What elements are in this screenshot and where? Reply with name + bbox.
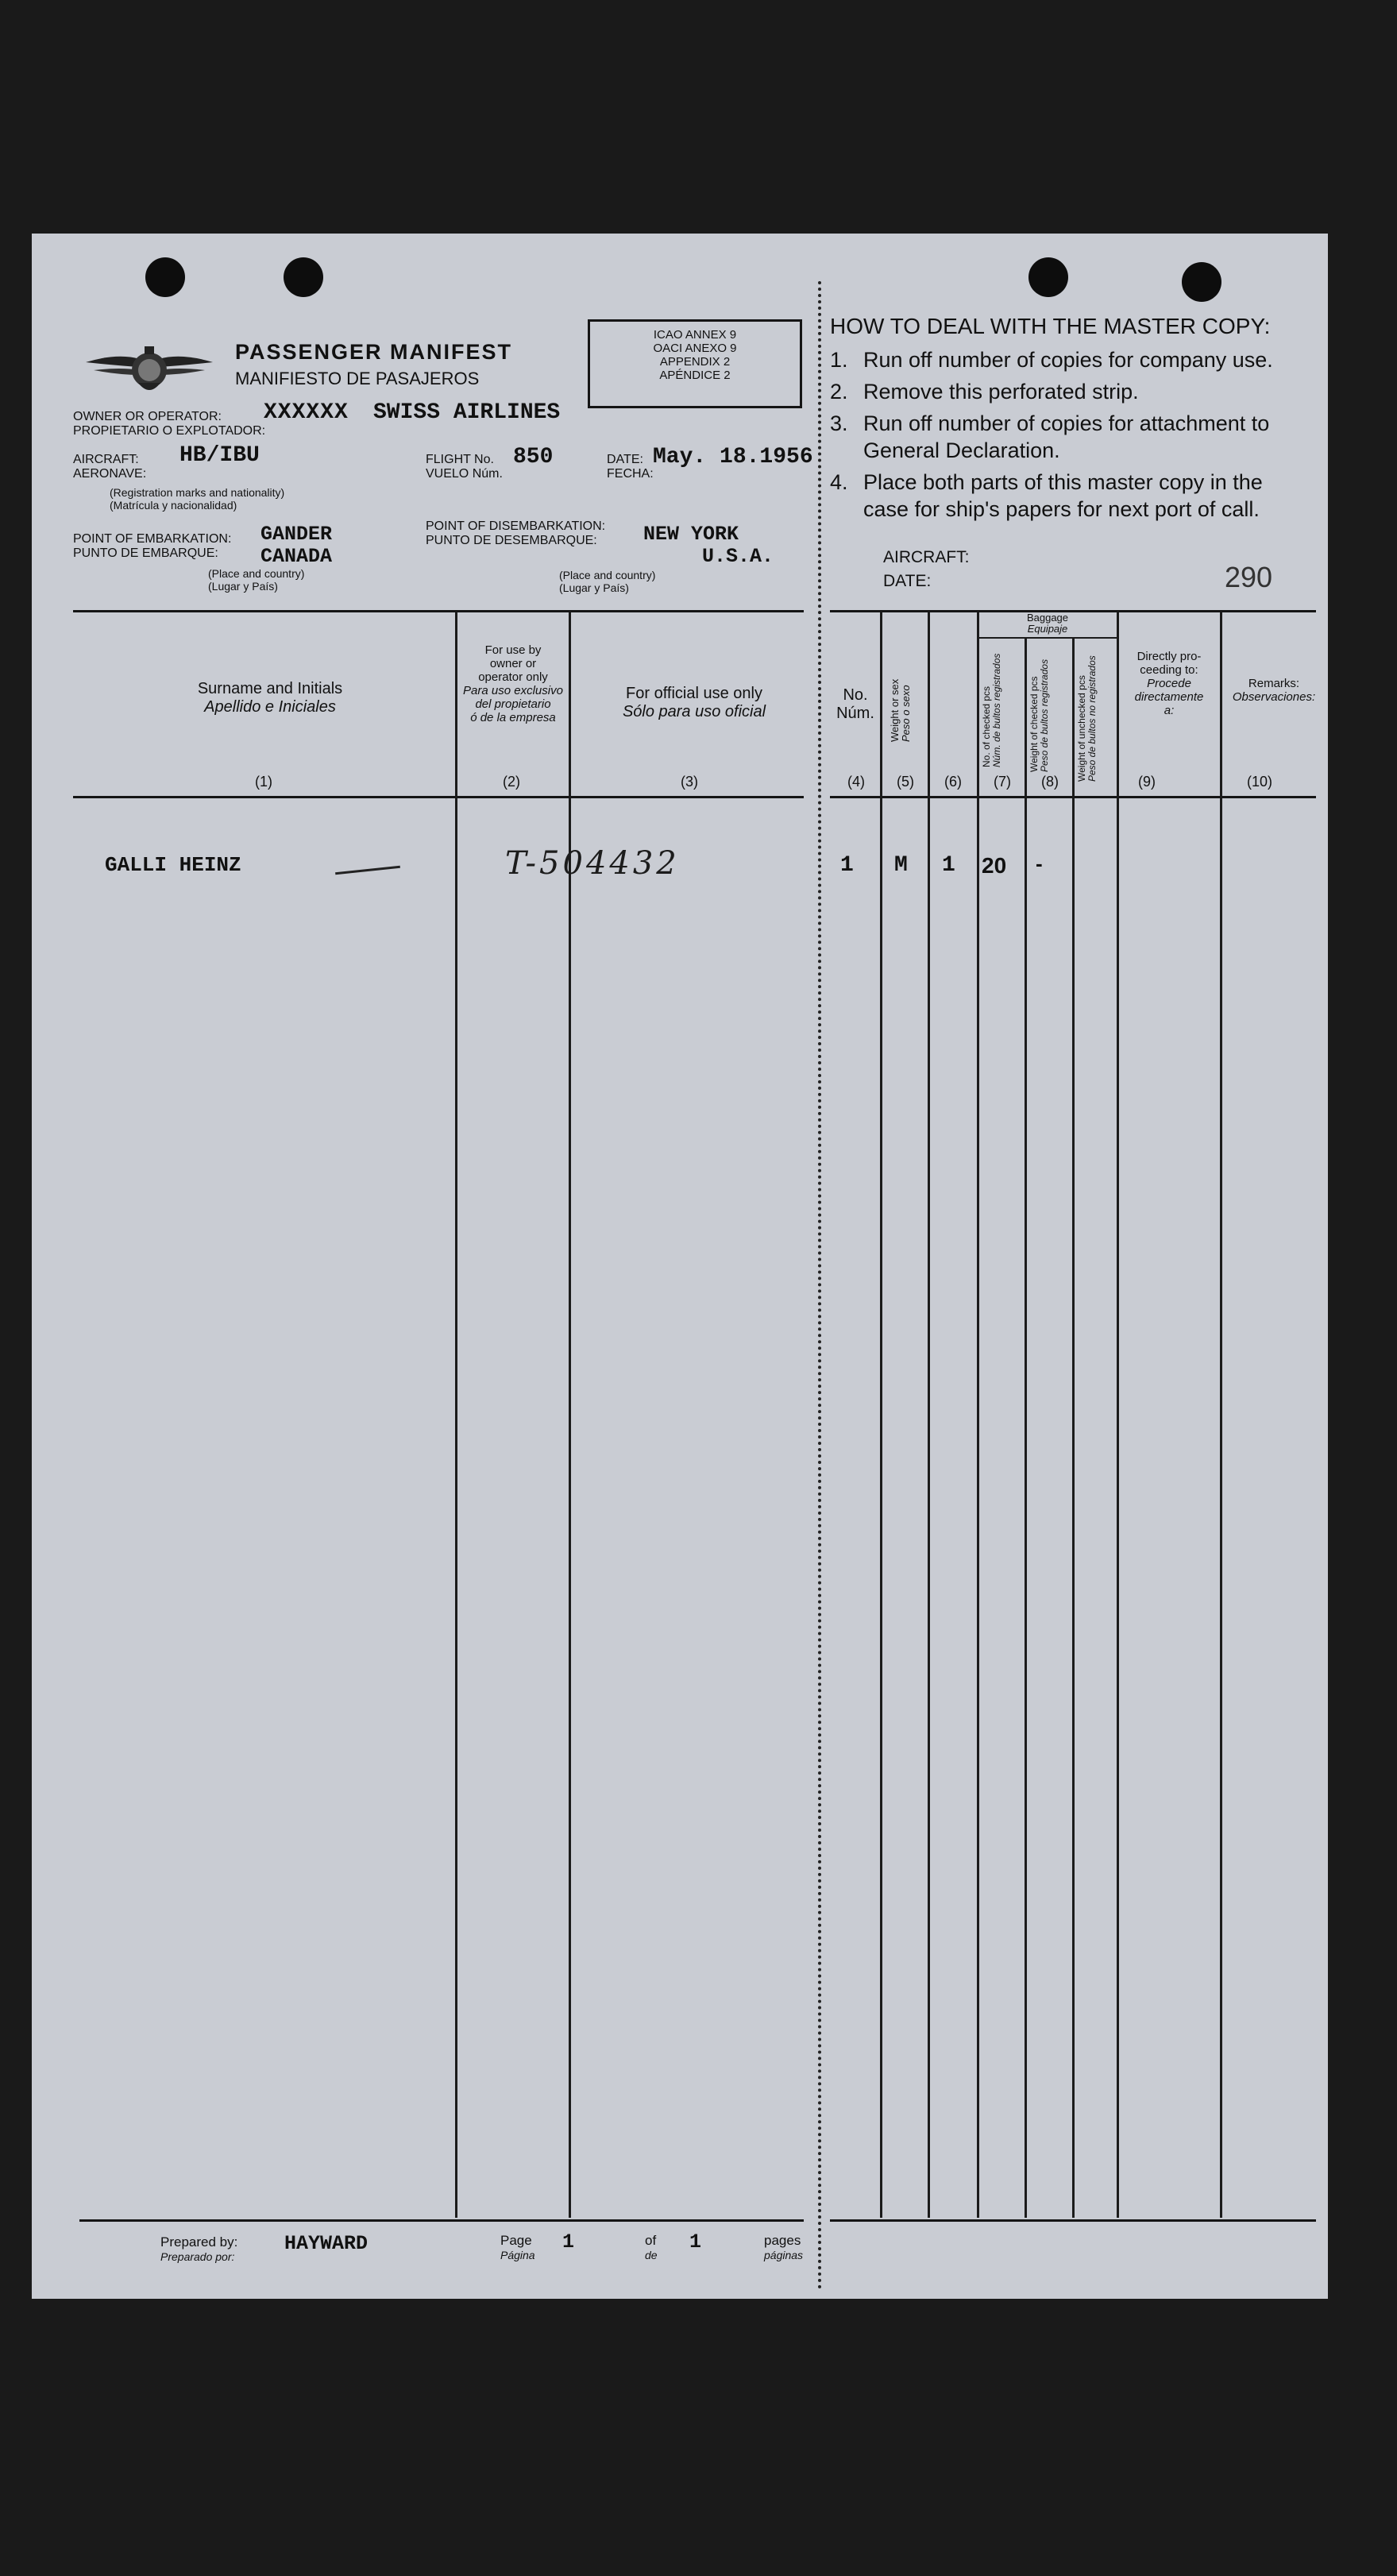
column-number: (2)	[503, 774, 520, 790]
instruction-text: Remove this perforated strip.	[863, 380, 1139, 404]
pages-label-en: pages	[764, 2233, 801, 2248]
column-number: (6)	[944, 774, 962, 790]
manifest-sheet	[32, 234, 1328, 2299]
owner-label-es: PROPIETARIO O EXPLOTADOR:	[73, 424, 266, 438]
baggage-rule	[977, 637, 1117, 639]
icao-annex-box	[588, 319, 802, 408]
operator-line: ó de la empresa	[470, 711, 556, 724]
embark-city: GANDER	[260, 523, 333, 546]
column-divider	[977, 612, 979, 2218]
column-header-checked-pcs	[982, 654, 1002, 767]
embark-country: CANADA	[260, 545, 333, 568]
instruction-number: 4.	[830, 470, 848, 494]
instruction-text-block	[863, 469, 1263, 523]
winged-globe-logo-icon	[78, 335, 221, 399]
destination-line: a:	[1164, 704, 1175, 717]
embark-note	[208, 567, 304, 593]
aircraft-label	[73, 453, 146, 481]
embark-label	[73, 532, 231, 561]
punch-hole	[1182, 262, 1221, 302]
column-number: (3)	[681, 774, 698, 790]
instruction-text: case for ship's papers for next port of call.	[863, 497, 1260, 521]
remarks-en: Remarks:	[1248, 677, 1300, 690]
disembark-label	[426, 519, 605, 548]
footer-rule	[79, 2219, 804, 2222]
aircraft-label-es: AERONAVE:	[73, 467, 147, 481]
of-label	[645, 2234, 658, 2262]
name-dash	[335, 866, 400, 875]
column-number: (8)	[1041, 774, 1059, 790]
column-divider	[1072, 639, 1075, 2218]
column-divider	[1220, 612, 1222, 2218]
checked-weight-es: Peso de bultos registrados	[1039, 658, 1050, 772]
unchecked-weight: -	[1036, 852, 1043, 875]
destination-line: Procede	[1147, 677, 1191, 690]
column-header-weight-sex	[890, 679, 912, 742]
date-field-label: DATE:	[883, 572, 932, 590]
instruction-item	[830, 410, 1322, 464]
footer-rule-right	[830, 2219, 1316, 2222]
of-value: 1	[689, 2230, 702, 2254]
checked-weight: 20	[982, 853, 1007, 878]
instruction-number: 3.	[830, 411, 848, 435]
flight-label	[426, 453, 503, 481]
page-label-es: Página	[500, 2249, 535, 2261]
column-number: (5)	[897, 774, 914, 790]
disembark-note-es: (Lugar y País)	[559, 581, 629, 594]
baggage-en: Baggage	[1026, 612, 1069, 624]
owner-label	[73, 410, 265, 438]
prepared-by-value: HAYWARD	[284, 2232, 369, 2255]
flight-value: 850	[513, 445, 554, 469]
instruction-text: Place both parts of this master copy in the	[863, 470, 1263, 494]
page-value: 1	[562, 2230, 575, 2254]
disembark-note-en: (Place and country)	[559, 569, 656, 581]
column-header-remarks	[1223, 677, 1325, 704]
column-divider	[928, 612, 930, 2218]
baggage-es: Equipaje	[1027, 623, 1068, 635]
passenger-name: GALLI HEINZ	[105, 853, 241, 877]
disembark-label-es: PUNTO DE DESEMBARQUE:	[426, 534, 597, 547]
embark-label-en: POINT OF EMBARKATION:	[73, 532, 232, 546]
instruction-text: Run off number of copies for company use.	[863, 348, 1273, 372]
embark-label-es: PUNTO DE EMBARQUE:	[73, 546, 218, 560]
column-number: (4)	[847, 774, 865, 790]
destination-line: directamente	[1134, 690, 1204, 704]
column-divider	[455, 612, 457, 2218]
operator-line: del propietario	[475, 697, 551, 711]
column-header-official	[575, 685, 813, 721]
instruction-number: 2.	[830, 380, 848, 404]
operator-line: owner or	[489, 657, 537, 670]
form-subtitle: MANIFIESTO DE PASAJEROS	[235, 369, 480, 388]
instruction-text: Run off number of copies for attachment to	[863, 411, 1270, 435]
operator-line: Para uso exclusivo	[463, 684, 563, 697]
passenger-no: 1	[840, 853, 854, 878]
icao-line: APÉNDICE 2	[659, 369, 731, 382]
checked-pieces: 1	[942, 853, 955, 878]
weight-sex-es: Peso o sexo	[900, 685, 912, 742]
icao-line: ICAO ANNEX 9	[653, 328, 737, 342]
column-divider	[1117, 612, 1119, 2218]
operator-line: operator only	[478, 670, 548, 684]
page-label	[500, 2234, 535, 2262]
page-label-en: Page	[500, 2233, 532, 2248]
owner-value: SWISS AIRLINES	[373, 400, 561, 425]
column-number: (1)	[255, 774, 272, 790]
unchecked-weight-es: Peso de bultos no registrados	[1086, 655, 1098, 782]
pages-label-es: páginas	[764, 2249, 804, 2261]
checked-pcs-es: Núm. de bultos registrados	[991, 653, 1002, 767]
date-label-es: FECHA:	[607, 467, 654, 481]
instruction-item	[830, 346, 1322, 373]
aircraft-label-en: AIRCRAFT:	[73, 453, 139, 466]
column-header-surname	[111, 680, 429, 716]
column-divider	[880, 612, 882, 2218]
unchecked-weight-en: Weight of unchecked pcs	[1076, 675, 1087, 782]
perforation-line	[818, 281, 821, 2291]
column-header-surname-en: Surname and Initials	[197, 680, 343, 697]
date-label-en: DATE:	[607, 453, 643, 466]
column-header-unchecked-weight	[1077, 655, 1098, 782]
aircraft-note-es: (Matrícula y nacionalidad)	[110, 499, 237, 512]
punch-hole	[145, 257, 185, 297]
of-label-es: de	[645, 2249, 658, 2261]
weight-sex-en: Weight or sex	[889, 678, 901, 742]
prepared-by-es: Preparado por:	[160, 2250, 235, 2263]
icao-line: OACI ANEXO 9	[653, 342, 737, 355]
header-rule	[73, 610, 804, 612]
pages-label	[764, 2234, 803, 2262]
instruction-text-block	[863, 410, 1269, 464]
passenger-sex: M	[894, 853, 908, 878]
instruction-item	[830, 378, 1322, 405]
column-number: (7)	[994, 774, 1011, 790]
form-title: PASSENGER MANIFEST	[235, 340, 513, 364]
column-header-surname-es: Apellido e Iniciales	[204, 698, 336, 716]
column-number: (9)	[1138, 774, 1156, 790]
stamp-number: 290	[1225, 561, 1273, 593]
prepared-by-en: Prepared by:	[160, 2234, 238, 2250]
owner-value-struck: XXXXXX	[264, 400, 349, 425]
embark-note-es: (Lugar y País)	[208, 580, 278, 593]
instruction-text: General Declaration.	[863, 438, 1060, 462]
of-label-en: of	[645, 2233, 657, 2248]
disembark-note	[559, 569, 655, 594]
destination-line: ceeding to:	[1140, 663, 1198, 677]
column-number: (10)	[1246, 774, 1272, 790]
column-header-baggage	[978, 612, 1117, 635]
remarks-es: Observaciones:	[1232, 690, 1316, 704]
checked-pcs-en: No. of checked pcs	[981, 686, 992, 767]
checked-weight-en: Weight of checked pcs	[1028, 676, 1040, 772]
column-header-no-en: No.	[843, 686, 868, 704]
instruction-item	[830, 469, 1322, 523]
column-header-rule	[73, 796, 804, 798]
column-header-destination	[1120, 650, 1218, 717]
column-header-official-es: Sólo para uso oficial	[622, 703, 766, 720]
column-header-official-en: For official use only	[626, 685, 762, 702]
embark-note-en: (Place and country)	[208, 567, 305, 580]
destination-line: Directly pro-	[1137, 650, 1202, 663]
disembark-city: NEW YORK	[643, 523, 739, 546]
prepared-by-label	[160, 2235, 237, 2264]
aircraft-value: HB/IBU	[179, 443, 260, 468]
punch-hole	[284, 257, 323, 297]
column-divider	[1025, 639, 1027, 2218]
aircraft-note-en: (Registration marks and nationality)	[110, 486, 285, 499]
operator-line: For use by	[484, 643, 542, 657]
owner-label-en: OWNER OR OPERATOR:	[73, 410, 222, 423]
instruction-number: 1.	[830, 348, 848, 372]
disembark-country: U.S.A.	[702, 545, 774, 568]
aircraft-field-label: AIRCRAFT:	[883, 548, 970, 566]
disembark-label-en: POINT OF DISEMBARKATION:	[426, 519, 606, 533]
column-header-no-es: Núm.	[836, 705, 874, 722]
flight-label-es: VUELO Núm.	[426, 467, 503, 481]
punch-hole	[1028, 257, 1068, 297]
flight-label-en: FLIGHT No.	[426, 453, 494, 466]
official-number: T-504432	[505, 845, 680, 882]
column-header-checked-weight	[1029, 659, 1050, 772]
column-header-operator	[459, 643, 567, 724]
date-value: May. 18.1956	[653, 445, 813, 469]
column-header-no	[829, 686, 882, 723]
icao-line: APPENDIX 2	[659, 355, 731, 369]
instructions-list	[830, 346, 1322, 523]
aircraft-note	[110, 486, 284, 512]
date-label	[607, 453, 654, 481]
instructions-heading: HOW TO DEAL WITH THE MASTER COPY:	[830, 314, 1271, 338]
